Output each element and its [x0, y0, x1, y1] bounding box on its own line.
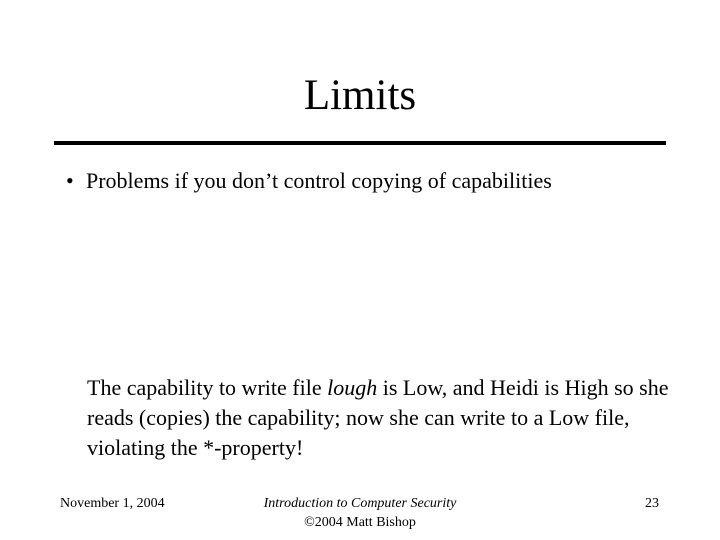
- footer-page-number: 23: [645, 496, 659, 511]
- slide-title: Limits: [303, 72, 417, 119]
- explanation-paragraph: [87, 373, 687, 463]
- bullet-text: Problems if you don’t control copying of capabilities: [86, 168, 552, 193]
- paragraph-emphasis: lough: [327, 375, 378, 400]
- footer-copyright: ©2004 Matt Bishop: [304, 515, 416, 530]
- paragraph-text-end: is Low, and Heidi is High so she reads (copies) the capability; now she can write to a Low file, violating the *-property!: [87, 375, 669, 460]
- footer-date: November 1, 2004: [60, 496, 165, 511]
- footer-course-title: Introduction to Computer Security: [263, 496, 457, 511]
- bullet-list: [66, 166, 686, 196]
- paragraph-text-start: The capability to write file: [87, 375, 328, 400]
- bullet-item: [66, 166, 686, 196]
- title-divider: [54, 141, 666, 145]
- bullet-mark: •: [66, 168, 74, 193]
- footer-course-info: [200, 494, 520, 532]
